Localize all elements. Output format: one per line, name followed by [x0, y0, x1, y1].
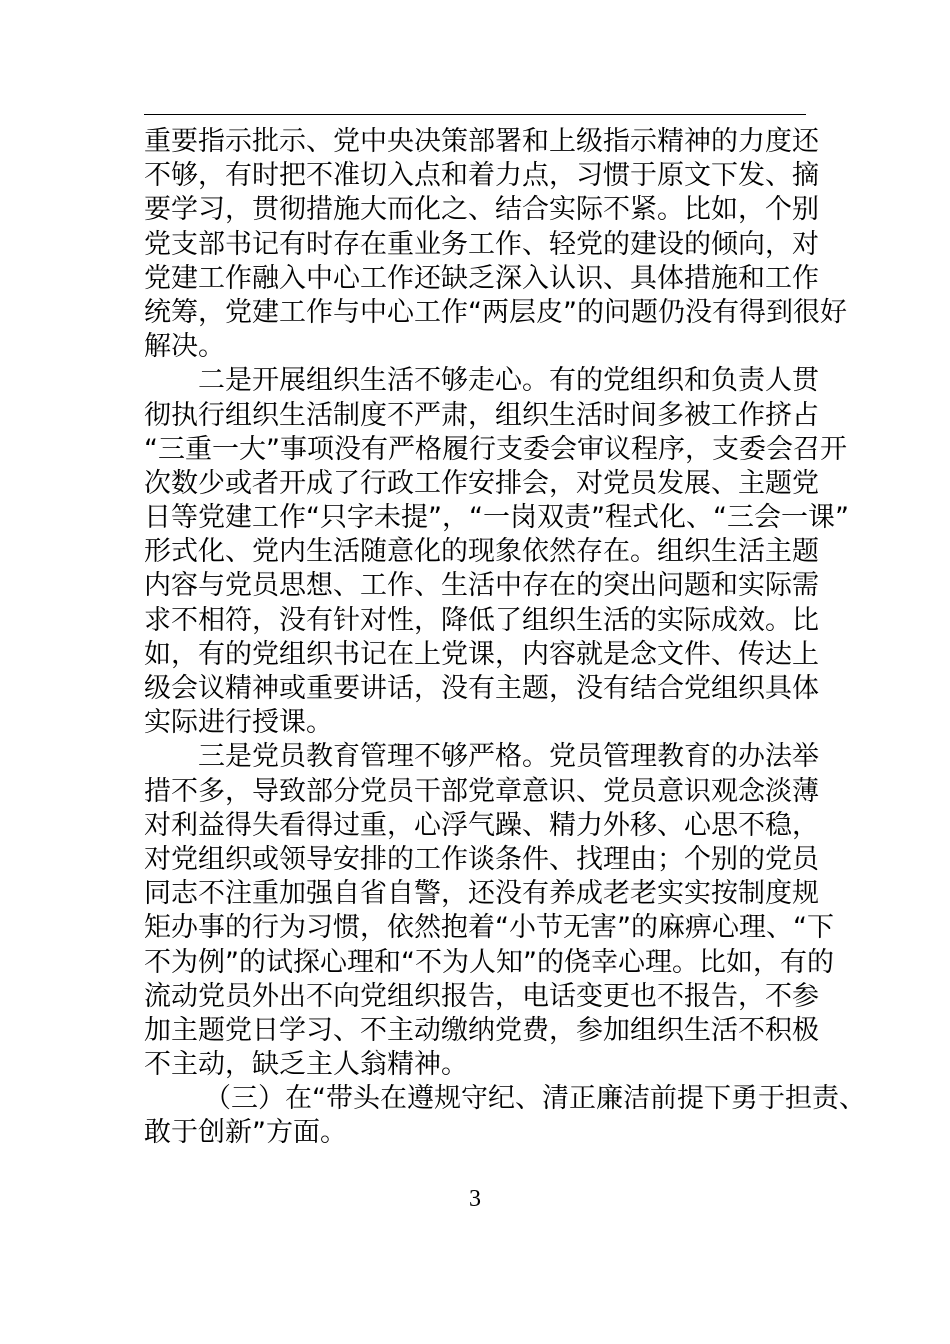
- text-line: 彻执行组织生活制度不严肃，组织生活时间多被工作挤占: [144, 399, 819, 431]
- text-line: 日等党建工作“只字未提”，“一岗双责”程式化、“三会一课”: [144, 502, 849, 534]
- text-line: 形式化、党内生活随意化的现象依然存在。组织生活主题: [144, 536, 819, 568]
- paragraph-heading-line: 三是党员教育管理不够严格。党员管理教育的办法举: [198, 741, 819, 773]
- text-line: 对利益得失看得过重，心浮气躁、精力外移、心思不稳，: [144, 809, 819, 841]
- paragraph-heading-line: 二是开展组织生活不够走心。有的党组织和负责人贯: [198, 365, 819, 397]
- text-line: 加主题党日学习、不主动缴纳党费，参加组织生活不积极: [144, 1014, 819, 1046]
- text-line: 对党组织或领导安排的工作谈条件、找理由；个别的党员: [144, 843, 819, 875]
- text-line: 党建工作融入中心工作还缺乏深入认识、具体措施和工作: [144, 262, 819, 294]
- text-line: 统筹，党建工作与中心工作“两层皮”的问题仍没有得到很好: [144, 296, 847, 328]
- text-line: 流动党员外出不向党组织报告，电话变更也不报告，不参: [144, 980, 819, 1012]
- text-line: 不为例”的试探心理和“不为人知”的侥幸心理。比如，有的: [144, 946, 834, 978]
- text-line: 同志不注重加强自省自警，还没有养成老老实实按制度规: [144, 878, 819, 910]
- page-number: 3: [469, 1186, 481, 1212]
- text-line: 矩办事的行为习惯，依然抱着“小节无害”的麻痹心理、“下: [144, 912, 834, 944]
- text-line: “三重一大”事项没有严格履行支委会审议程序，支委会召开: [144, 433, 847, 465]
- text-line: 措不多，导致部分党员干部党章意识、党员意识观念淡薄: [144, 775, 819, 807]
- text-line: 重要指示批示、党中央决策部署和上级指示精神的力度还: [144, 126, 819, 157]
- text-line: 求不相符，没有针对性，降低了组织生活的实际成效。比: [144, 604, 819, 636]
- text-line: 次数少或者开成了行政工作安排会，对党员发展、主题党: [144, 467, 819, 499]
- text-line: 不主动，缺乏主人翁精神。: [144, 1049, 468, 1081]
- header-rule: [144, 114, 806, 115]
- text-line: 解决。: [144, 331, 225, 363]
- text-line: 党支部书记有时存在重业务工作、轻党的建设的倾向，对: [144, 228, 819, 260]
- document-body: [144, 125, 866, 1151]
- text-line: 要学习，贯彻措施大而化之、结合实际不紧。比如，个别: [144, 194, 819, 226]
- text-line: 内容与党员思想、工作、生活中存在的突出问题和实际需: [144, 570, 819, 602]
- section-heading-line: （三）在“带头在遵规守纪、清正廉洁前提下勇于担责、: [204, 1083, 866, 1115]
- text-line: 实际进行授课。: [144, 707, 333, 739]
- text-line: 不够，有时把不准切入点和着力点，习惯于原文下发、摘: [144, 160, 819, 192]
- section-heading-line: 敢于创新”方面。: [144, 1117, 347, 1149]
- text-line: 如，有的党组织书记在上党课，内容就是念文件、传达上: [144, 638, 819, 670]
- text-line: 级会议精神或重要讲话，没有主题，没有结合党组织具体: [144, 673, 819, 704]
